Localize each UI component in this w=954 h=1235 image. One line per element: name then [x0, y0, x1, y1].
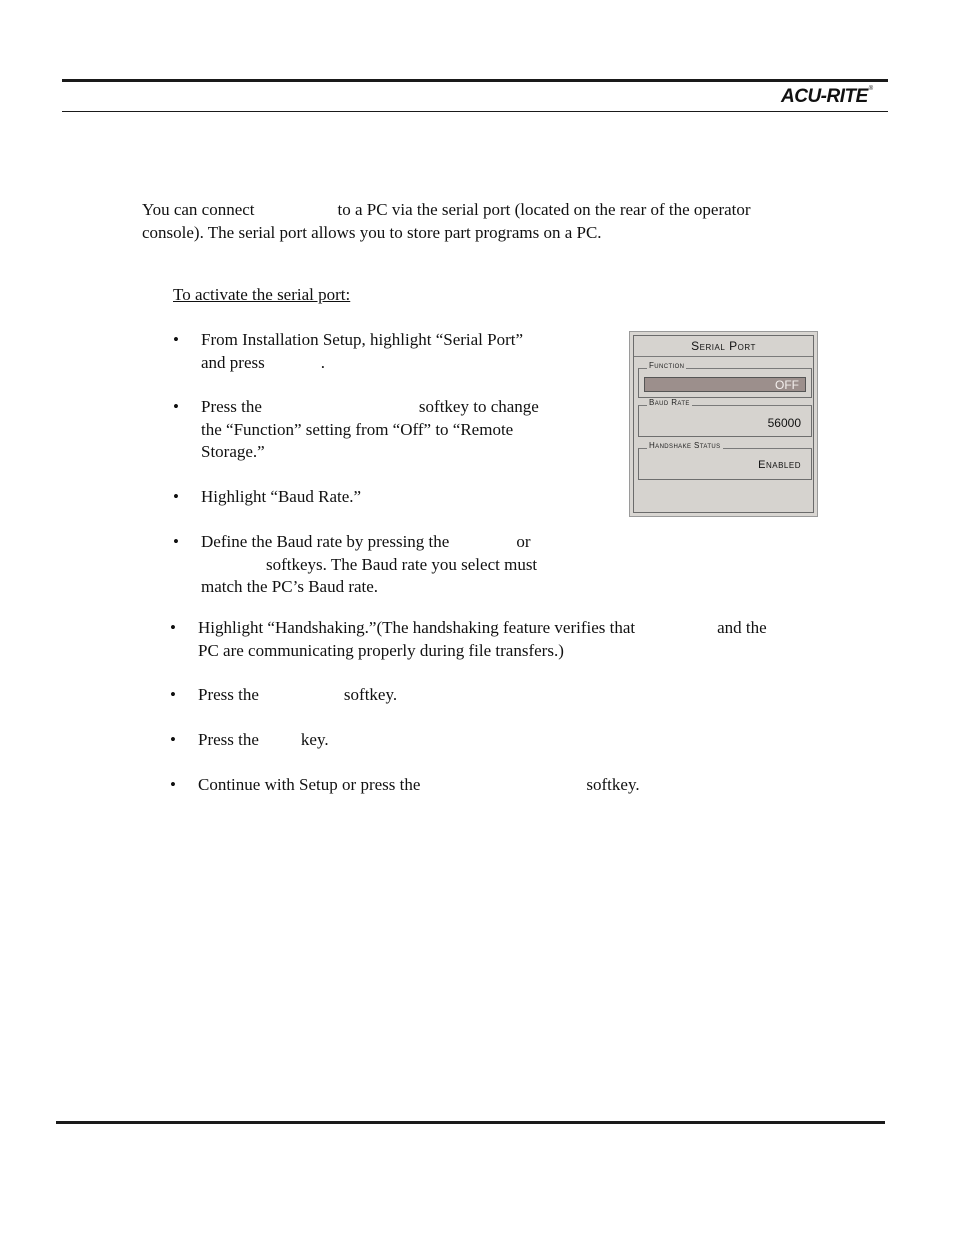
serial-port-panel — [629, 331, 818, 517]
panel-title: Serial Port — [634, 336, 813, 357]
bullet: • — [173, 487, 179, 506]
acu-rite-logo: ACU-RITE® — [781, 86, 873, 107]
intro-line-1: You can connect to a PC via the serial port (located on the rear of the operator — [142, 200, 751, 219]
bullet: • — [170, 618, 176, 637]
intro-paragraph — [142, 199, 751, 244]
function-field[interactable]: OFF — [644, 377, 806, 392]
bullet: • — [170, 685, 176, 704]
header-top-rule — [62, 79, 888, 82]
intro-line-2: console). The serial port allows you to store part programs on a PC. — [142, 222, 602, 242]
step-6: Press the softkey. — [198, 685, 398, 704]
procedure-heading: To activate the serial port: — [173, 285, 351, 304]
step-5: Highlight “Handshaking.”(The handshaking feature verifies that and the PC are communicating properly during file transfers.) — [198, 618, 767, 660]
bullet: • — [170, 730, 176, 749]
handshake-field[interactable]: Enabled — [758, 459, 801, 471]
handshake-group — [638, 441, 812, 480]
bullet: • — [173, 532, 179, 551]
handshake-label: Handshake Status — [649, 441, 721, 450]
step-3: Highlight “Baud Rate.” — [201, 487, 362, 506]
function-label: Function — [649, 361, 685, 370]
baud-rate-group — [638, 398, 812, 437]
step-2: Press the softkey to change the “Function” setting from “Off” to “Remote Storage.” — [201, 397, 539, 461]
step-4: Define the Baud rate by pressing the or softkeys. The Baud rate you select must match the PC’s Baud rate. — [201, 532, 538, 596]
bullet: • — [170, 775, 176, 794]
bullet: • — [173, 397, 179, 416]
bullet: • — [173, 330, 179, 349]
step-1: From Installation Setup, highlight “Serial Port” and press . — [201, 330, 524, 372]
footer-rule — [56, 1121, 885, 1124]
step-7: Press the key. — [198, 730, 329, 749]
baud-rate-label: Baud Rate — [649, 398, 690, 407]
header-bottom-rule — [62, 111, 888, 112]
serial-port-panel-body — [633, 335, 814, 513]
baud-rate-field[interactable]: 56000 — [767, 416, 801, 430]
step-8: Continue with Setup or press the softkey. — [198, 775, 640, 794]
function-group — [638, 361, 812, 398]
